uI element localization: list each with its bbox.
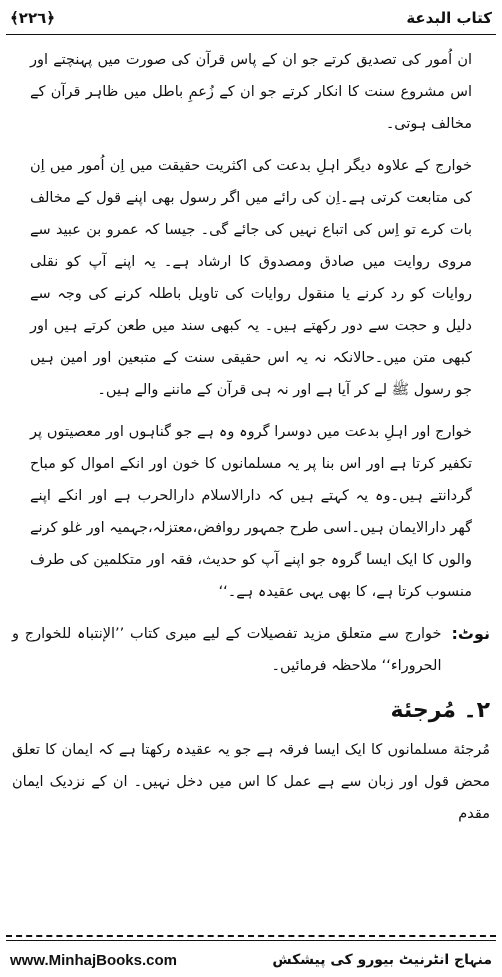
section-paragraph: مُرجئة مسلمانوں کا ایک ایسا فرقہ ہے جو یہ عقیدہ رکھتا ہے کہ ایمان کا تعلق محض قول اور زبان سے ہے عمل کا اس میں دخل نہیں۔ ان کے نزدیک ایمان مقدم xyxy=(12,742,490,822)
book-title: كتاب البدعة xyxy=(406,9,492,27)
page-header xyxy=(0,0,502,36)
header-divider xyxy=(6,34,496,35)
paragraph: ان اُمور کی تصدیق کرتے جو ان کے پاس قرآن کی صورت میں پہنچتے اور اس مشروع سنت کا انکار کرتے جو ان کے زُعمِ باطل میں ظاہر قرآن کے مخالف ہوتی۔ xyxy=(30,52,472,132)
section-heading: ۲۔ مُرجئة xyxy=(390,698,490,723)
page-footer xyxy=(0,943,502,977)
note-label: نوٹ: xyxy=(451,624,490,643)
paragraph: خوارج اور اہلِ بدعت میں دوسرا گروہ وہ ہے جو گناہوں اور معصیتوں پر تکفیر کرتا ہے اور اس بنا پر یہ مسلمانوں کا خون اور انکے اموال کو مباح گردانتے ہیں۔وہ یہ کہتے ہیں کہ دارالاسلام دارالحرب ہے اور انکے اپنے گھر دارالایمان ہیں۔اسی طرح جمہور روافض،معتزلہ،جہمیہ اور غلو کرنے والوں کا ایک ایسا گروہ جو اپنے آپ کو حدیث، فقہ اور متکلمین کی طرف منسوب کرتا ہے، کا بھی یہی عقیدہ ہے۔‘‘ xyxy=(30,424,472,600)
page-content xyxy=(12,44,490,907)
footer-credit: منہاج انٹرنیٹ بیورو کی پیشکش xyxy=(272,952,492,968)
paragraph: خوارج کے علاوہ دیگر اہلِ بدعت کی اکثریت حقیقت میں اِن اُمور میں اِن کی متابعت کرتی ہے۔اِن کی رائے میں اگر رسول بھی اپنے قول کے مخالف بات کرے تو اِس کی اتباع نہیں کی جائے گی۔ جیسا کہ عمرو بن عبید سے مروی روایت میں صادق ومصدوق کا ارشاد ہے۔ یہ اپنے آپ کو نقلی روایات کو رد کرنے یا منقول روایات کی تاویل باطلہ کرنے کی وجہ سے دلیل و حجت سے دور رکھتے ہیں۔ یہ کبھی سند میں طعن کرتے ہیں اور کبھی متن میں۔حالانکہ نہ یہ اس حقیقی سنت کے متبعین اور امین ہیں جو رسول ﷺ لے کر آیا ہے اور نہ ہی قرآن کے ماننے والے ہیں۔ xyxy=(30,158,472,398)
footnote-block xyxy=(12,618,490,682)
footer-divider xyxy=(6,940,496,941)
page-number: ﴿٢٢٦﴾ xyxy=(10,9,56,27)
footer-divider-dashed xyxy=(6,935,496,937)
quoted-passage xyxy=(12,44,490,608)
website-link[interactable]: www.MinhajBooks.com xyxy=(10,951,177,969)
note-text: خوارج سے متعلق مزید تفصیلات کے لیے میری کتاب ’’الإنتباہ للخوارج و الحروراء‘‘ ملاحظہ فرمائیں۔ xyxy=(12,626,442,674)
